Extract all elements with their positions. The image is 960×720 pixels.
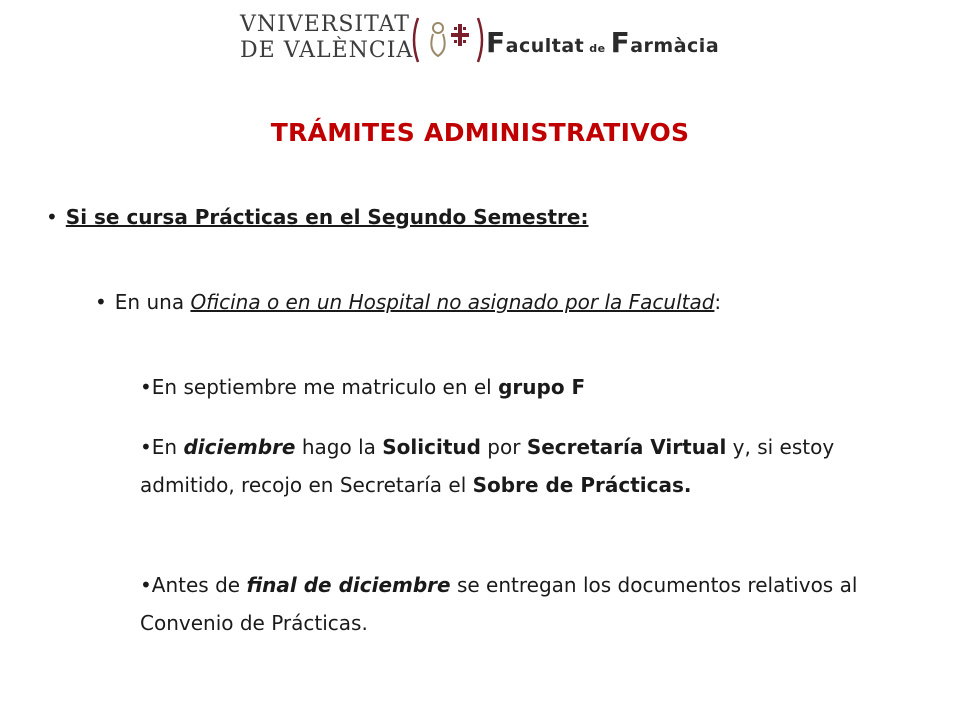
- subsection-prefix: En una: [114, 290, 191, 314]
- faculty-initial-1: F: [486, 26, 506, 59]
- faculty-name: [486, 26, 719, 59]
- university-logo-text: [240, 12, 413, 64]
- bullet-icon: •: [46, 205, 58, 229]
- university-name-line2: DE VALÈNCIA: [240, 38, 414, 63]
- bullet-icon: •: [95, 290, 107, 314]
- bullet-icon: •: [140, 435, 152, 459]
- item-bold: grupo F: [498, 375, 586, 399]
- item-text: En: [151, 435, 184, 459]
- faculty-word-1: acultat: [505, 35, 585, 57]
- list-item: [140, 428, 910, 504]
- item-text: por: [480, 435, 527, 459]
- item-text: y, si estoy admitido, recojo en Secretaría el: [140, 435, 835, 497]
- faculty-emblem-icon: [408, 14, 488, 66]
- subsection-item: [95, 290, 721, 314]
- list-item: [140, 566, 910, 642]
- item-bold-italic: diciembre: [183, 435, 296, 459]
- subsection-emphasis: Oficina o en un Hospital no asignado por la Facultad: [190, 290, 715, 314]
- section-heading: [46, 205, 588, 229]
- item-text: En septiembre me matriculo en el: [151, 375, 499, 399]
- page-title: TRÁMITES ADMINISTRATIVOS: [270, 118, 690, 147]
- faculty-de: de: [589, 42, 606, 55]
- list-item: [140, 368, 910, 406]
- item-text: hago la: [295, 435, 383, 459]
- item-bold: Secretaría Virtual: [526, 435, 727, 459]
- subsection-suffix: :: [714, 290, 722, 314]
- item-bold-italic: final de diciembre: [246, 573, 451, 597]
- faculty-word-2: armàcia: [630, 35, 720, 57]
- item-bold: Solicitud: [382, 435, 481, 459]
- bullet-icon: •: [140, 573, 152, 597]
- section-heading-text: Si se cursa Prácticas en el Segundo Semestre:: [65, 205, 589, 229]
- university-name-line1: VNIVERSITAT: [240, 12, 410, 37]
- item-text: Antes de: [151, 573, 247, 597]
- item-bold: Sobre de Prácticas.: [472, 473, 692, 497]
- faculty-initial-2: F: [610, 26, 631, 59]
- item-text: se entregan los documentos relativos al Convenio de Prácticas.: [140, 573, 858, 635]
- bullet-icon: •: [140, 375, 152, 399]
- header-logos: [240, 8, 720, 72]
